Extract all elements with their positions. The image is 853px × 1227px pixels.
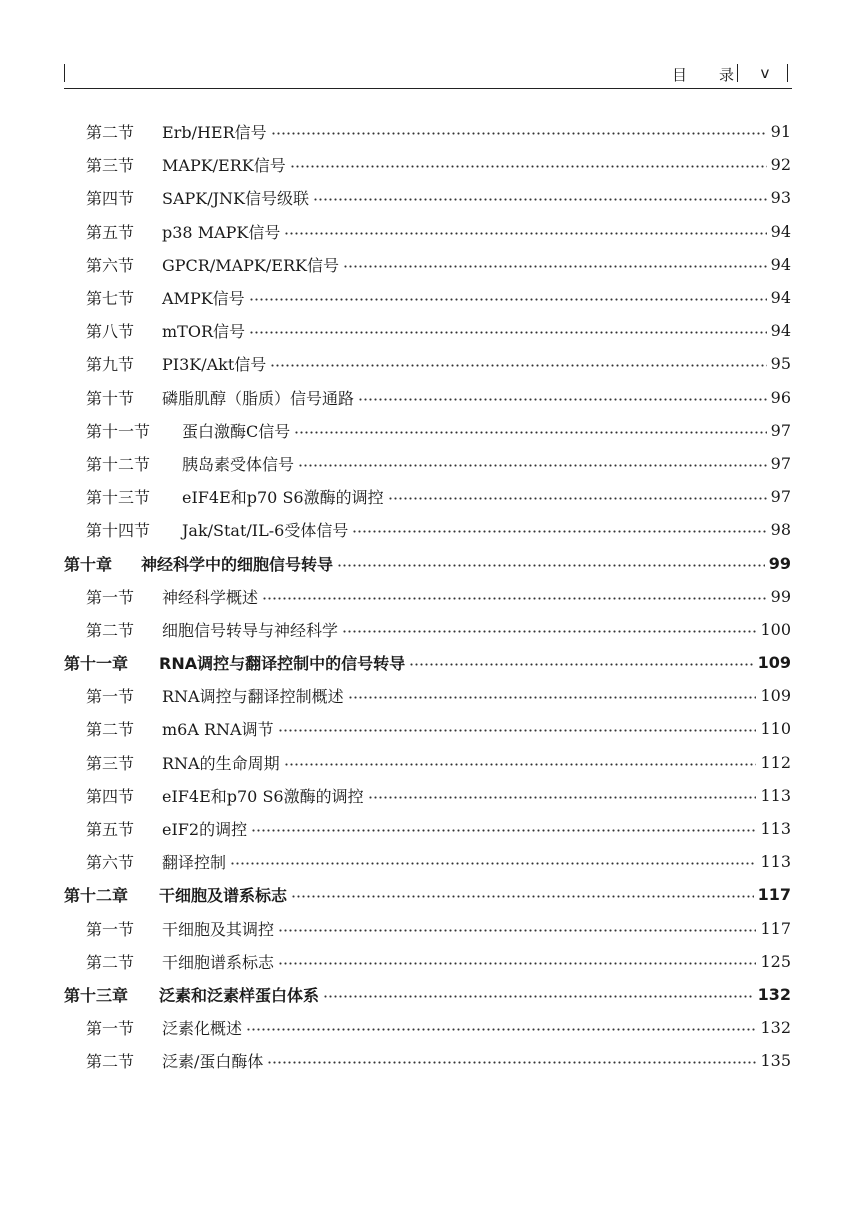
toc-section-entry[interactable] xyxy=(64,181,791,214)
toc-entry-title: PI3K/Akt信号 xyxy=(162,355,267,375)
toc-entry-title: 翻译控制 xyxy=(162,853,227,873)
toc-entry-title: p38 MAPK信号 xyxy=(162,222,281,242)
toc-entry-page: 109 xyxy=(760,686,791,706)
toc-dot-leader xyxy=(271,127,767,141)
toc-chapter-entry[interactable] xyxy=(64,878,791,911)
toc-entry-title: RNA的生命周期 xyxy=(162,753,280,773)
toc-entry-page: 92 xyxy=(770,155,791,175)
toc-section-entry[interactable] xyxy=(64,912,791,945)
header-title-right: 录 xyxy=(718,66,734,84)
toc-entry-page: 94 xyxy=(770,221,791,241)
toc-entry-title: 干细胞及其调控 xyxy=(162,919,275,939)
toc-entry-page: 94 xyxy=(770,288,791,308)
toc-entry-title: GPCR/MAPK/ERK信号 xyxy=(162,255,339,275)
toc-entry-title: eIF2的调控 xyxy=(162,820,248,840)
toc-entry-page: 94 xyxy=(770,254,791,274)
toc-entry-number: 第六节 xyxy=(86,255,135,275)
toc-section-entry[interactable] xyxy=(64,281,791,314)
toc-entry-page: 113 xyxy=(760,852,791,872)
toc-entry-title: m6A RNA调节 xyxy=(162,720,274,740)
toc-dot-leader xyxy=(278,923,756,937)
toc-dot-leader xyxy=(409,658,753,672)
toc-entry-number: 第十节 xyxy=(86,388,135,408)
toc-section-entry[interactable] xyxy=(64,845,791,878)
toc-entry-page: 95 xyxy=(770,354,791,374)
toc-section-entry[interactable] xyxy=(64,812,791,845)
toc-dot-leader xyxy=(348,691,757,705)
toc-entry-page: 125 xyxy=(760,951,791,971)
toc-section-entry[interactable] xyxy=(64,248,791,281)
toc-section-entry[interactable] xyxy=(64,381,791,414)
toc-section-entry[interactable] xyxy=(64,613,791,646)
toc-entry-number: 第十三节 xyxy=(86,488,151,508)
toc-chapter-entry[interactable] xyxy=(64,978,791,1011)
toc-section-entry[interactable] xyxy=(64,746,791,779)
toc-entry-title: 泛素和泛素样蛋白体系 xyxy=(159,985,320,1005)
toc-entry-title: 干细胞及谱系标志 xyxy=(159,886,288,906)
toc-entry-number: 第二节 xyxy=(86,123,135,143)
toc-entry-number: 第十章 xyxy=(64,554,113,574)
toc-entry-page: 99 xyxy=(770,586,791,606)
toc-entry-number: 第十四节 xyxy=(86,521,151,541)
toc-section-entry[interactable] xyxy=(64,712,791,745)
toc-entry-number: 第二节 xyxy=(86,1052,135,1072)
toc-entry-page: 97 xyxy=(770,420,791,440)
toc-section-entry[interactable] xyxy=(64,480,791,513)
toc-entry-title: MAPK/ERK信号 xyxy=(162,156,286,176)
header-left-rule xyxy=(64,64,65,82)
toc-dot-leader xyxy=(262,591,767,605)
toc-entry-page: 132 xyxy=(760,1018,791,1038)
toc-dot-leader xyxy=(291,890,754,904)
toc-dot-leader xyxy=(270,359,766,373)
toc-entry-page: 135 xyxy=(760,1051,791,1071)
toc-entry-number: 第八节 xyxy=(86,322,135,342)
toc-section-entry[interactable] xyxy=(64,513,791,546)
toc-dot-leader xyxy=(246,1023,756,1037)
toc-entry-page: 98 xyxy=(770,520,791,540)
toc-section-entry[interactable] xyxy=(64,215,791,248)
toc-dot-leader xyxy=(251,824,756,838)
toc-dot-leader xyxy=(284,757,757,771)
toc-entry-page: 113 xyxy=(760,785,791,805)
toc-entry-number: 第十三章 xyxy=(64,985,129,1005)
toc-entry-title: Erb/HER信号 xyxy=(162,123,267,143)
toc-entry-number: 第五节 xyxy=(86,222,135,242)
toc-entry-title: SAPK/JNK信号级联 xyxy=(162,189,309,209)
header-title xyxy=(672,64,734,85)
toc-entry-title: 泛素化概述 xyxy=(162,1019,243,1039)
toc-entry-number: 第七节 xyxy=(86,289,135,309)
toc-section-entry[interactable] xyxy=(64,679,791,712)
header-title-left: 目 xyxy=(672,66,688,84)
toc-entry-number: 第五节 xyxy=(86,820,135,840)
toc-dot-leader xyxy=(358,392,767,406)
toc-entry-title: 磷脂肌醇（脂质）信号通路 xyxy=(162,388,355,408)
toc-dot-leader xyxy=(290,160,767,174)
toc-entry-page: 117 xyxy=(757,885,791,905)
toc-entry-title: 神经科学概述 xyxy=(162,587,259,607)
header-divider xyxy=(737,64,738,82)
toc-entry-title: 胰岛素受体信号 xyxy=(182,454,295,474)
toc-chapter-entry[interactable] xyxy=(64,646,791,679)
toc-section-entry[interactable] xyxy=(64,945,791,978)
toc-entry-page: 91 xyxy=(770,122,791,142)
toc-section-entry[interactable] xyxy=(64,314,791,347)
toc-entry-title: 蛋白激酶C信号 xyxy=(182,421,291,441)
toc-entry-title: RNA调控与翻译控制中的信号转导 xyxy=(159,654,406,674)
toc-dot-leader xyxy=(368,790,757,804)
toc-entry-page: 97 xyxy=(770,453,791,473)
toc-section-entry[interactable] xyxy=(64,1011,791,1044)
toc-entry-page: 100 xyxy=(760,619,791,639)
toc-dot-leader xyxy=(298,458,767,472)
toc-dot-leader xyxy=(337,558,765,572)
toc-dot-leader xyxy=(249,326,767,340)
toc-entry-number: 第十一节 xyxy=(86,421,151,441)
toc-entry-title: eIF4E和p70 S6激酶的调控 xyxy=(182,488,384,508)
toc-entry-page: 112 xyxy=(760,752,791,772)
toc-entry-title: RNA调控与翻译控制概述 xyxy=(162,687,344,707)
toc-entry-page: 93 xyxy=(770,188,791,208)
toc-dot-leader xyxy=(267,1056,756,1070)
toc-dot-leader xyxy=(249,293,767,307)
toc-dot-leader xyxy=(294,425,766,439)
toc-section-entry[interactable] xyxy=(64,148,791,181)
toc-entry-title: 神经科学中的细胞信号转导 xyxy=(141,554,334,574)
toc-entry-number: 第一节 xyxy=(86,919,135,939)
toc-dot-leader xyxy=(278,724,757,738)
toc-entry-page: 110 xyxy=(760,719,791,739)
toc-entry-number: 第二节 xyxy=(86,620,135,640)
page-header xyxy=(64,62,792,89)
toc-entry-title: AMPK信号 xyxy=(162,289,245,309)
toc-entry-number: 第六节 xyxy=(86,853,135,873)
toc-chapter-entry[interactable] xyxy=(64,546,791,579)
toc-dot-leader xyxy=(284,226,766,240)
toc-entry-page: 99 xyxy=(768,553,791,573)
toc-dot-leader xyxy=(343,259,767,273)
toc-dot-leader xyxy=(230,857,756,871)
toc-section-entry[interactable] xyxy=(64,779,791,812)
toc-dot-leader xyxy=(323,989,754,1003)
toc-entry-number: 第三节 xyxy=(86,753,135,773)
toc-entry-page: 109 xyxy=(757,653,791,673)
toc-section-entry[interactable] xyxy=(64,414,791,447)
toc-dot-leader xyxy=(388,492,767,506)
toc-entry-number: 第十二章 xyxy=(64,886,129,906)
toc-entry-number: 第十二节 xyxy=(86,454,151,474)
table-of-contents xyxy=(64,115,791,1077)
toc-entry-title: 干细胞谱系标志 xyxy=(162,952,275,972)
toc-entry-title: Jak/Stat/IL-6受体信号 xyxy=(182,521,349,541)
toc-entry-number: 第三节 xyxy=(86,156,135,176)
toc-entry-number: 第一节 xyxy=(86,687,135,707)
toc-section-entry[interactable] xyxy=(64,447,791,480)
toc-section-entry[interactable] xyxy=(64,1044,791,1077)
toc-entry-title: 细胞信号转导与神经科学 xyxy=(162,620,339,640)
toc-dot-leader xyxy=(278,956,756,970)
toc-entry-number: 第十一章 xyxy=(64,654,129,674)
header-right-rule xyxy=(787,64,788,82)
toc-entry-number: 第二节 xyxy=(86,720,135,740)
toc-entry-number: 第一节 xyxy=(86,587,135,607)
toc-entry-page: 132 xyxy=(757,984,791,1004)
header-page-number: v xyxy=(760,64,770,82)
toc-entry-page: 117 xyxy=(760,918,791,938)
toc-entry-page: 94 xyxy=(770,321,791,341)
toc-entry-title: mTOR信号 xyxy=(162,322,246,342)
toc-section-entry[interactable] xyxy=(64,115,791,148)
toc-entry-title: 泛素/蛋白酶体 xyxy=(162,1052,264,1072)
toc-entry-number: 第二节 xyxy=(86,952,135,972)
toc-entry-number: 第一节 xyxy=(86,1019,135,1039)
toc-dot-leader xyxy=(352,525,766,539)
toc-dot-leader xyxy=(342,624,756,638)
toc-entry-number: 第四节 xyxy=(86,189,135,209)
toc-entry-number: 第四节 xyxy=(86,786,135,806)
toc-entry-page: 97 xyxy=(770,487,791,507)
toc-dot-leader xyxy=(313,193,767,207)
toc-section-entry[interactable] xyxy=(64,347,791,380)
toc-section-entry[interactable] xyxy=(64,580,791,613)
toc-entry-page: 96 xyxy=(770,387,791,407)
toc-entry-number: 第九节 xyxy=(86,355,135,375)
toc-entry-title: eIF4E和p70 S6激酶的调控 xyxy=(162,786,364,806)
toc-entry-page: 113 xyxy=(760,819,791,839)
